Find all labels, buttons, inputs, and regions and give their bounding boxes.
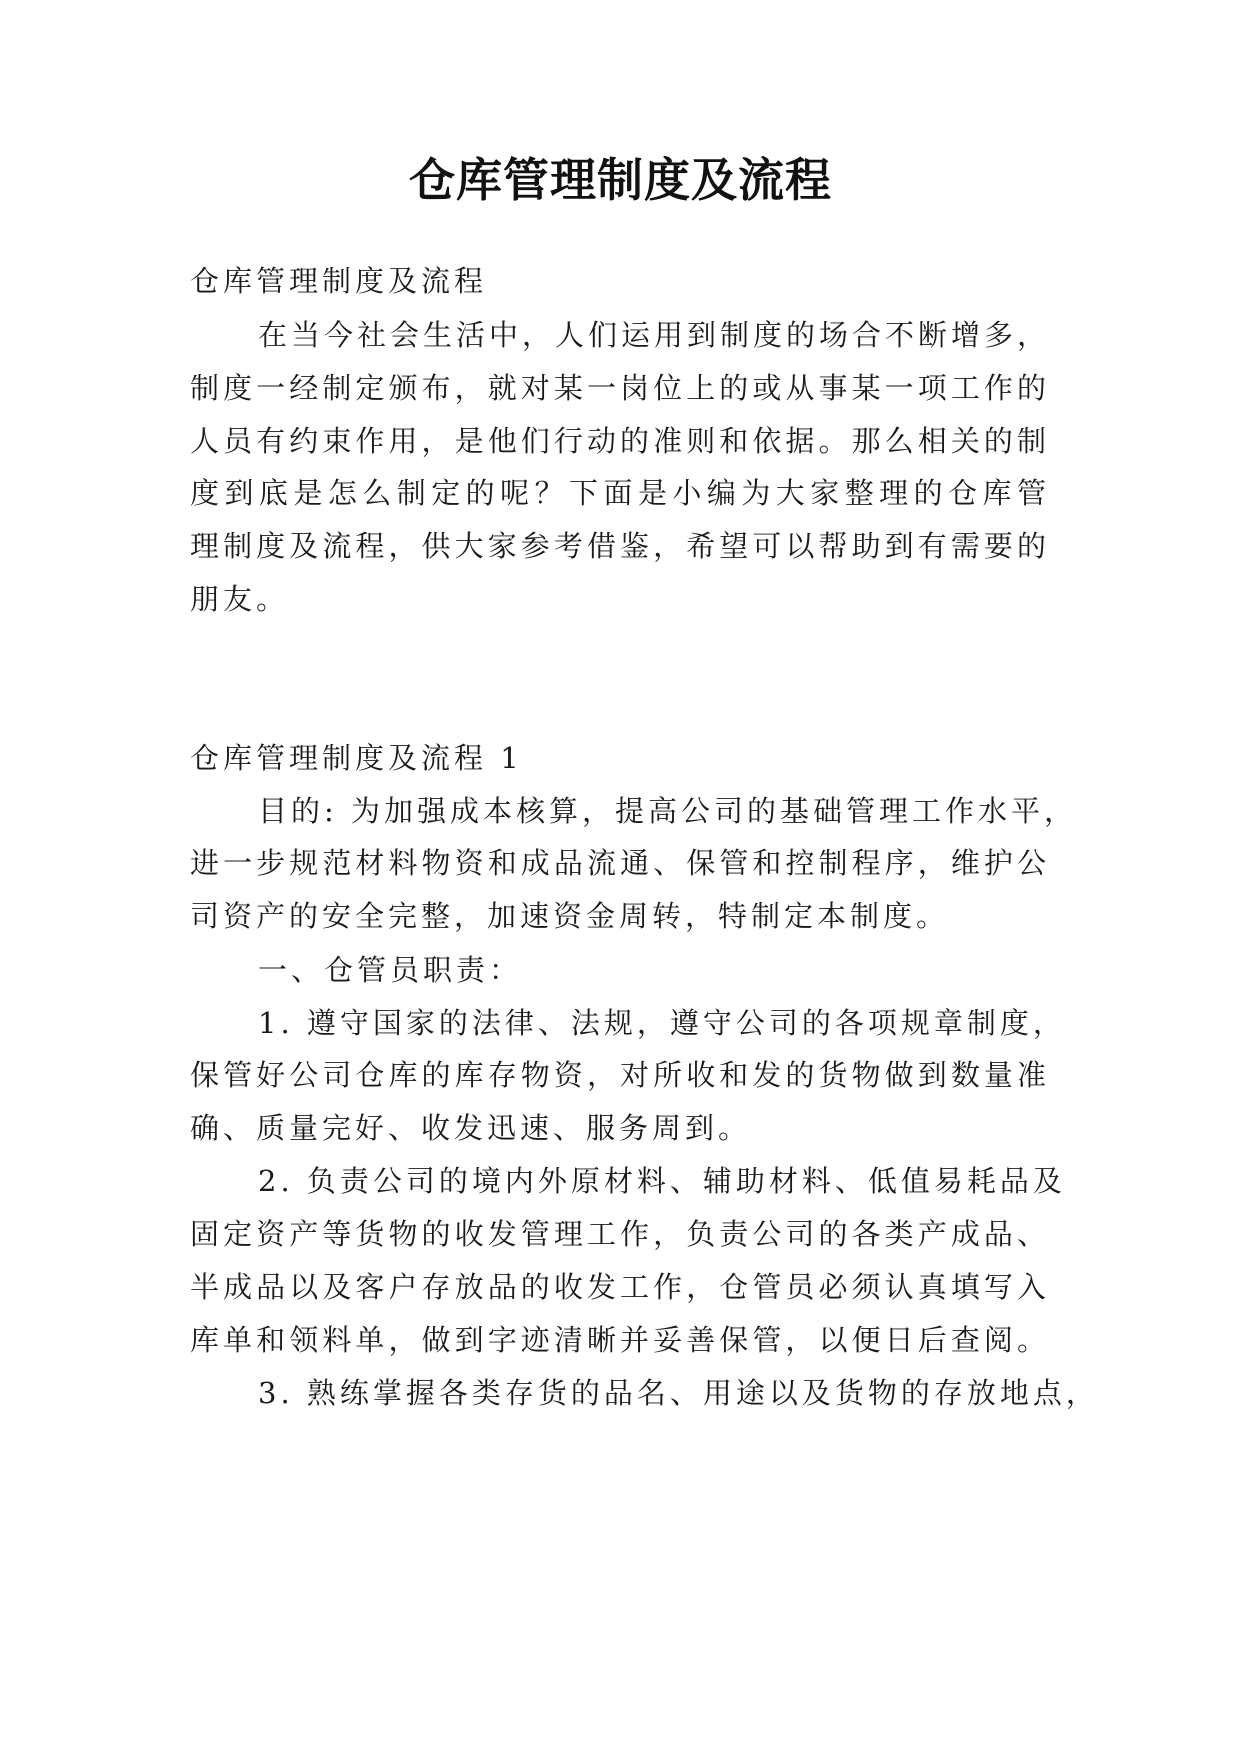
intro-paragraph-line: 理制度及流程，供大家参考借鉴，希望可以帮助到有需要的	[190, 529, 1050, 563]
item-1-line: 确、质量完好、收发迅速、服务周到。	[190, 1111, 752, 1145]
purpose-paragraph-line: 进一步规范材料物资和成品流通、保管和控制程序，维护公	[190, 846, 1050, 880]
section-1-heading: 仓库管理制度及流程 1	[190, 741, 523, 775]
duty-heading: 一、仓管员职责：	[258, 953, 523, 987]
intro-paragraph-line: 在当今社会生活中，人们运用到制度的场合不断增多，	[258, 318, 1051, 352]
purpose-paragraph-line: 目的: 为加强成本核算，提高公司的基础管理工作水平，	[258, 794, 1077, 828]
item-2-line: 2. 负责公司的境内外原材料、辅助材料、低值易耗品及	[258, 1164, 1066, 1198]
intro-paragraph-line: 人员有约束作用，是他们行动的准则和依据。那么相关的制	[190, 424, 1050, 458]
intro-heading: 仓库管理制度及流程	[190, 264, 488, 298]
item-2-line: 库单和领料单，做到字迹清晰并妥善保管，以便日后查阅。	[190, 1323, 1050, 1357]
intro-paragraph-line: 朋友。	[190, 582, 290, 616]
intro-paragraph-line: 度到底是怎么制定的呢？下面是小编为大家整理的仓库管	[190, 476, 1050, 510]
intro-paragraph-line: 制度一经制定颁布，就对某一岗位上的或从事某一项工作的	[190, 371, 1050, 405]
item-3-line: 3. 熟练掌握各类存货的品名、用途以及货物的存放地点，	[258, 1376, 1099, 1410]
item-1-line: 保管好公司仓库的库存物资，对所收和发的货物做到数量准	[190, 1058, 1050, 1092]
document-title: 仓库管理制度及流程	[409, 153, 832, 207]
purpose-paragraph-line: 司资产的安全完整，加速资金周转，特制定本制度。	[190, 899, 950, 933]
item-1-line: 1. 遵守国家的法律、法规，遵守公司的各项规章制度，	[258, 1006, 1066, 1040]
item-2-line: 固定资产等货物的收发管理工作，负责公司的各类产成品、	[190, 1217, 1050, 1251]
item-2-line: 半成品以及客户存放品的收发工作，仓管员必须认真填写入	[190, 1270, 1050, 1304]
